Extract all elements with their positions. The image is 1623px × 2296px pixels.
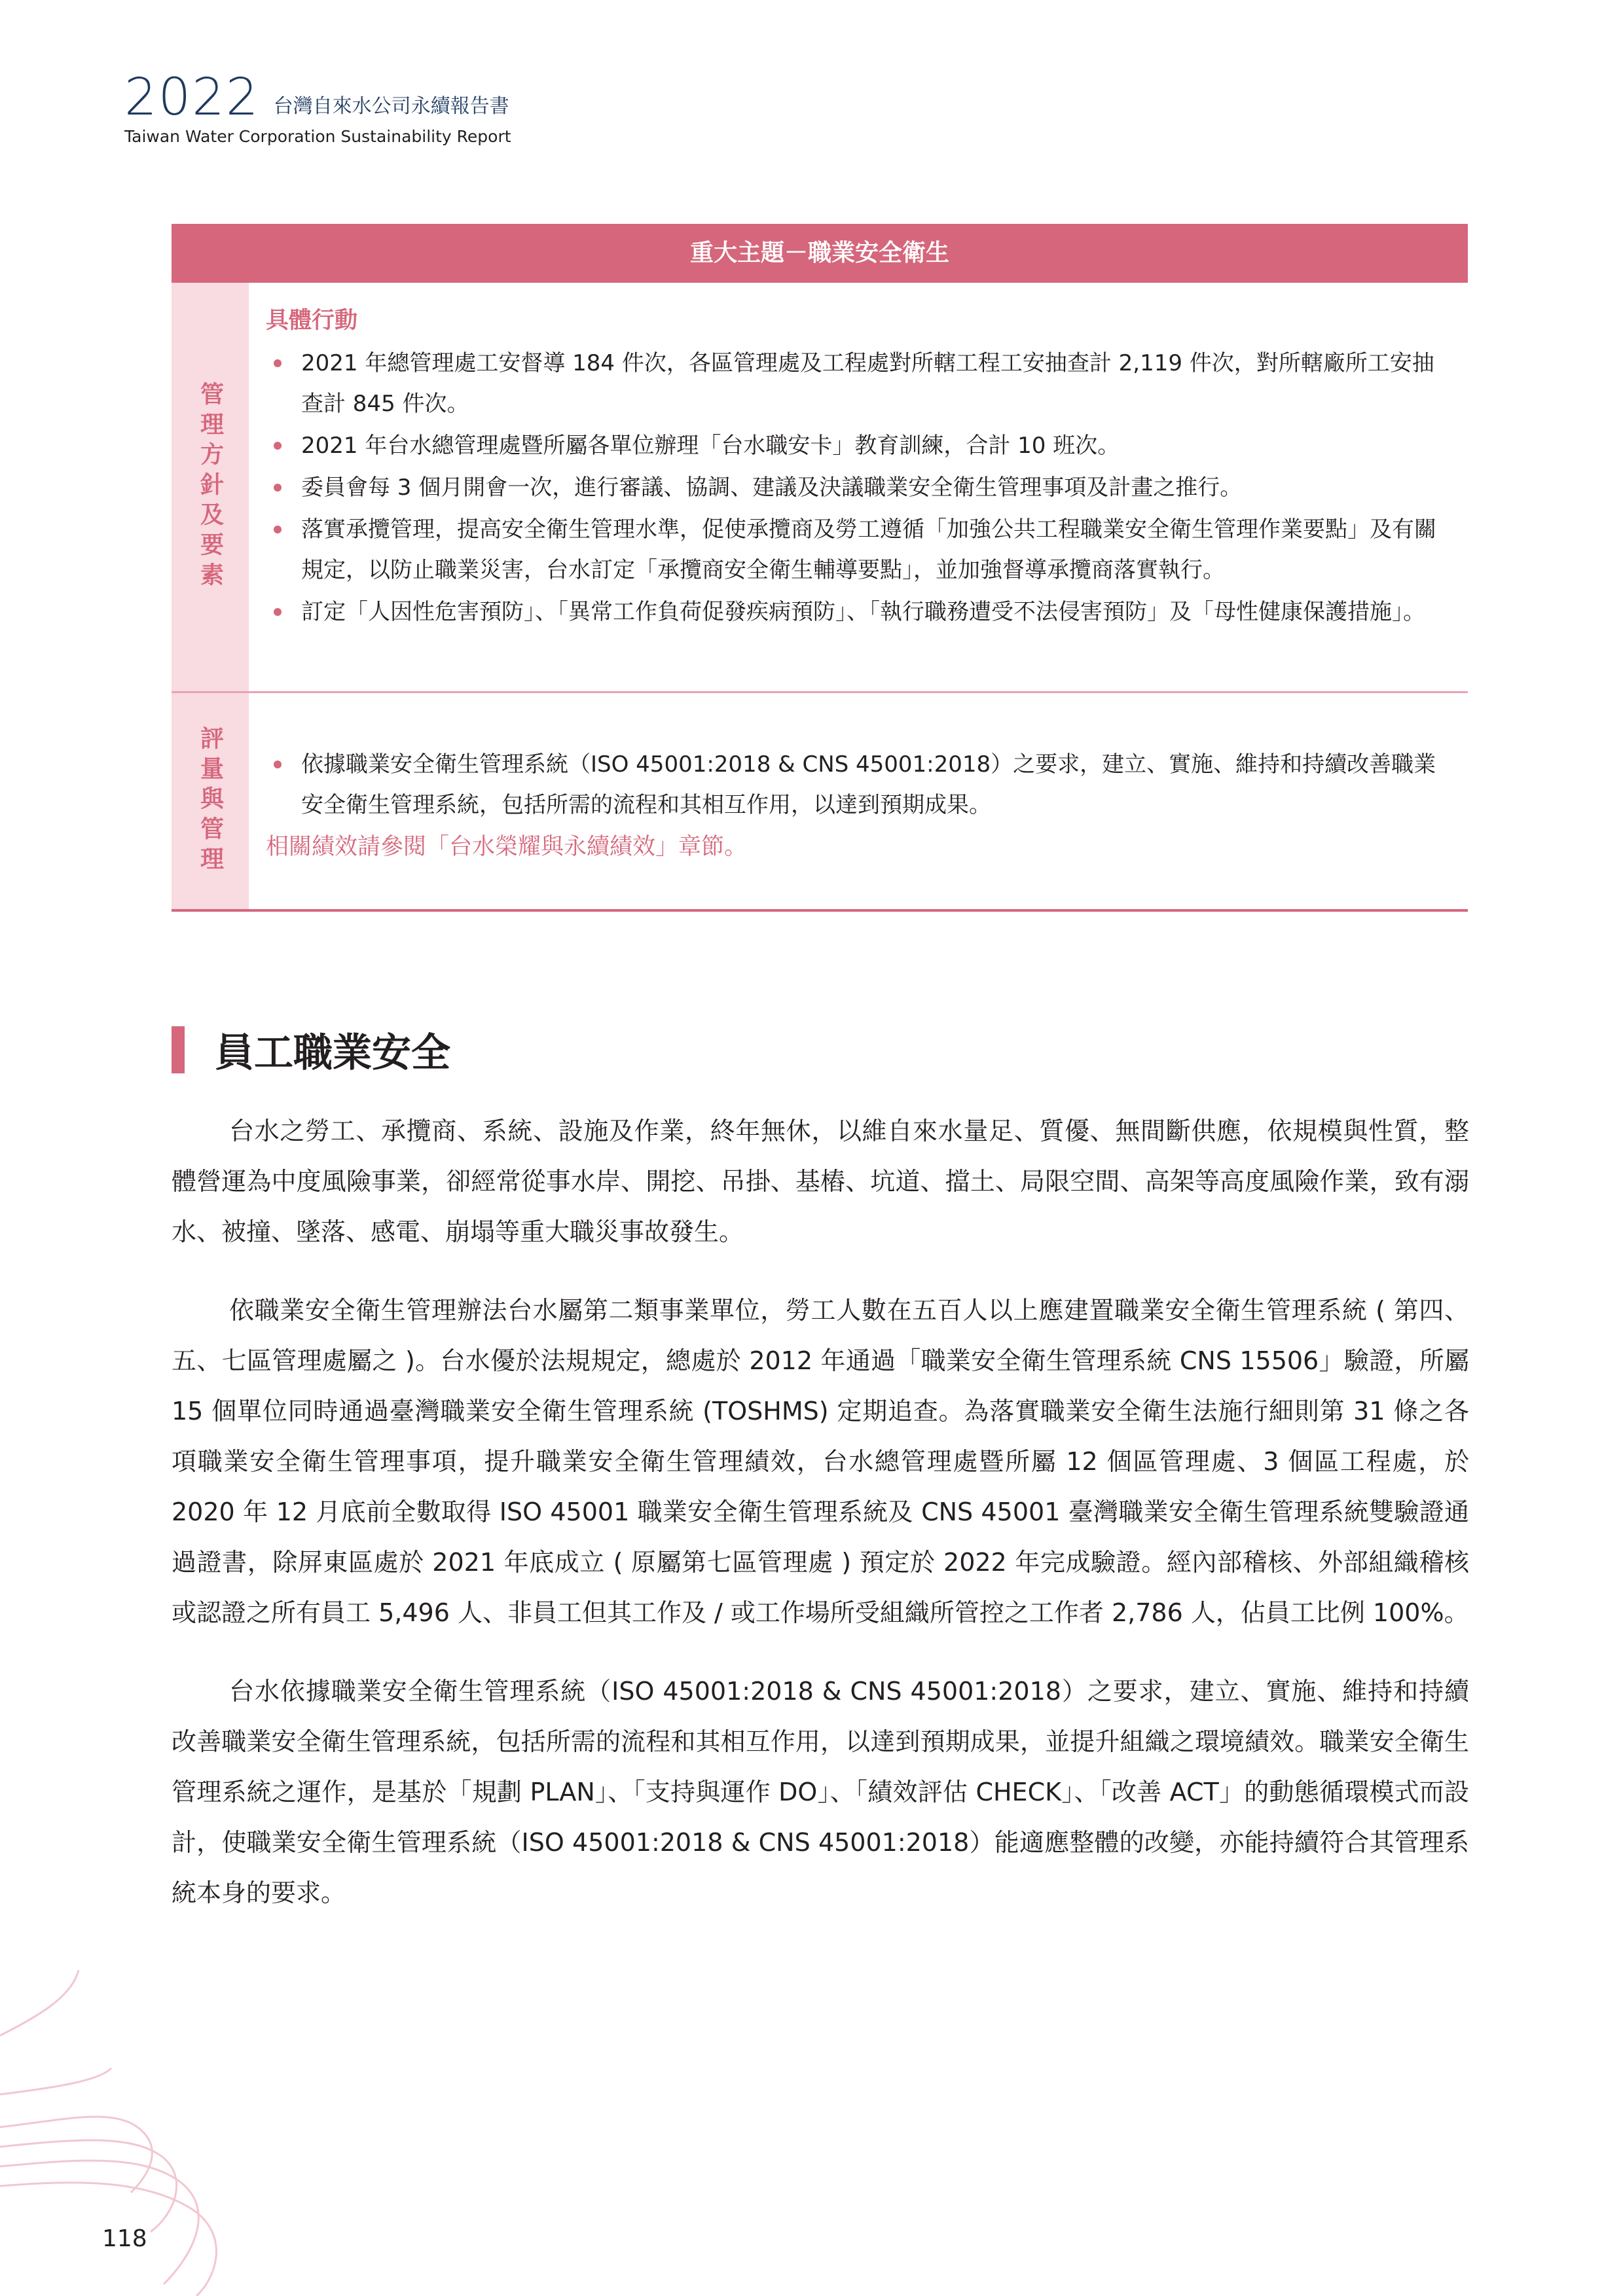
section-body bbox=[172, 1106, 1469, 1946]
performance-reference-note: 相關績效請參閱「台水榮耀與永續績效」章節。 bbox=[266, 834, 748, 860]
list-item: 落實承攬管理，提高安全衛生管理水準，促使承攬商及勞工遵循「加強公共工程職業安全衛生管理作業要點」及有關規定，以防止職業災害，台水訂定「承攬商安全衛生輔導要點」，並加強督導承攬商落實執行。 bbox=[266, 509, 1452, 590]
report-header bbox=[124, 68, 511, 146]
body-paragraph: 台水之勞工、承攬商、系統、設施及作業，終年無休，以維自來水量足、質優、無間斷供應，依規模與性質，整體營運為中度風險事業，卻經常從事水岸、開挖、吊掛、基樁、坑道、擋土、局限空間、高架等高度風險作業，致有溺水、被撞、墜落、感電、崩塌等重大職災事故發生。 bbox=[172, 1117, 1469, 1246]
table-row-management bbox=[172, 283, 1468, 693]
section-heading bbox=[172, 1021, 450, 1079]
list-item: 2021 年台水總管理處暨所屬各單位辦理「台水職安卡」教育訓練，合計 10 班次。 bbox=[266, 425, 1452, 466]
topic-table-heading: 重大主題－職業安全衛生 bbox=[172, 224, 1468, 283]
body-paragraph: 台水依據職業安全衛生管理系統（ISO 45001:2018 & CNS 45001:2018）之要求，建立、實施、維持和持續改善職業安全衛生管理系統，包括所需的流程和其相互作用，以達到預期成果，並提升組織之環境績效。職業安全衛生管理系統之運作，是基於「規劃 PLAN」、「支持與運作 DO」、「績效評估 CHECK」、「改善 ACT」的動態循環模式而設計，使職業安全衛生管理系統（ISO 45001:2018 & CNS 45001:2018）能適應整體的改變，亦能持續符合其管理系統本身的要求。 bbox=[172, 1677, 1469, 1907]
actions-list bbox=[266, 343, 1452, 632]
report-year: 2022 bbox=[124, 68, 260, 127]
list-item: 2021 年總管理處工安督導 184 件次，各區管理處及工程處對所轄工程工安抽查計 2,119 件次，對所轄廠所工安抽查計 845 件次。 bbox=[266, 343, 1452, 424]
material-topic-table bbox=[172, 224, 1468, 912]
heading-accent-bar bbox=[172, 1026, 185, 1073]
row-body-management bbox=[249, 283, 1468, 691]
list-item: 依據職業安全衛生管理系統（ISO 45001:2018 & CNS 45001:2018）之要求，建立、實施、維持和持續改善職業安全衛生管理系統，包括所需的流程和其相互作用，以達到預期成果。 bbox=[266, 744, 1452, 825]
report-title-zh: 台灣自來水公司永續報告書 bbox=[273, 95, 509, 118]
row-body-evaluation bbox=[249, 693, 1468, 909]
list-item: 委員會每 3 個月開會一次，進行審議、協調、建議及決議職業安全衛生管理事項及計畫之推行。 bbox=[266, 467, 1452, 508]
row-label-evaluation: 評量與管理 bbox=[172, 693, 249, 909]
concrete-actions-title: 具體行動 bbox=[266, 308, 358, 334]
evaluation-list bbox=[266, 744, 1452, 825]
list-item: 訂定「人因性危害預防」、「異常工作負荷促發疾病預防」、「執行職務遭受不法侵害預防」及「母性健康保護措施」。 bbox=[266, 592, 1452, 632]
table-row-evaluation bbox=[172, 693, 1468, 912]
body-paragraph: 依職業安全衛生管理辦法台水屬第二類事業單位，勞工人數在五百人以上應建置職業安全衛生管理系統 ( 第四、五、七區管理處屬之 )。台水優於法規規定，總處於 2012 年通過「職業安全衛生管理系統 CNS 15506」驗證，所屬 15 個單位同時通過臺灣職業安全衛生管理系統 (TOSHMS) 定期追查。為落實職業安全衛生法施行細則第 31 條之各項職業安全衛生管理事項，提升職業安全衛生管理績效，台水總管理處暨所屬 12 個區管理處、3 個區工程處，於 2020 年 12 月底前全數取得 ISO 45001 職業安全衛生管理系統及 CNS 45001 臺灣職業安全衛生管理系統雙驗證通過證書，除屏東區處於 2021 年底成立 ( 原屬第七區管理處 ) 預定於 2022 年完成驗證。經內部稽核、外部組織稽核或認證之所有員工 5,496 人、非員工但其工作及 / 或工作場所受組織所管控之工作者 2,786 人，佔員工比例 100%。 bbox=[172, 1296, 1469, 1627]
row-label-management: 管理方針及要素 bbox=[172, 283, 249, 691]
section-title: 員工職業安全 bbox=[215, 1030, 450, 1076]
page-number: 118 bbox=[102, 2225, 147, 2252]
report-title-en: Taiwan Water Corporation Sustainability Report bbox=[124, 127, 511, 146]
